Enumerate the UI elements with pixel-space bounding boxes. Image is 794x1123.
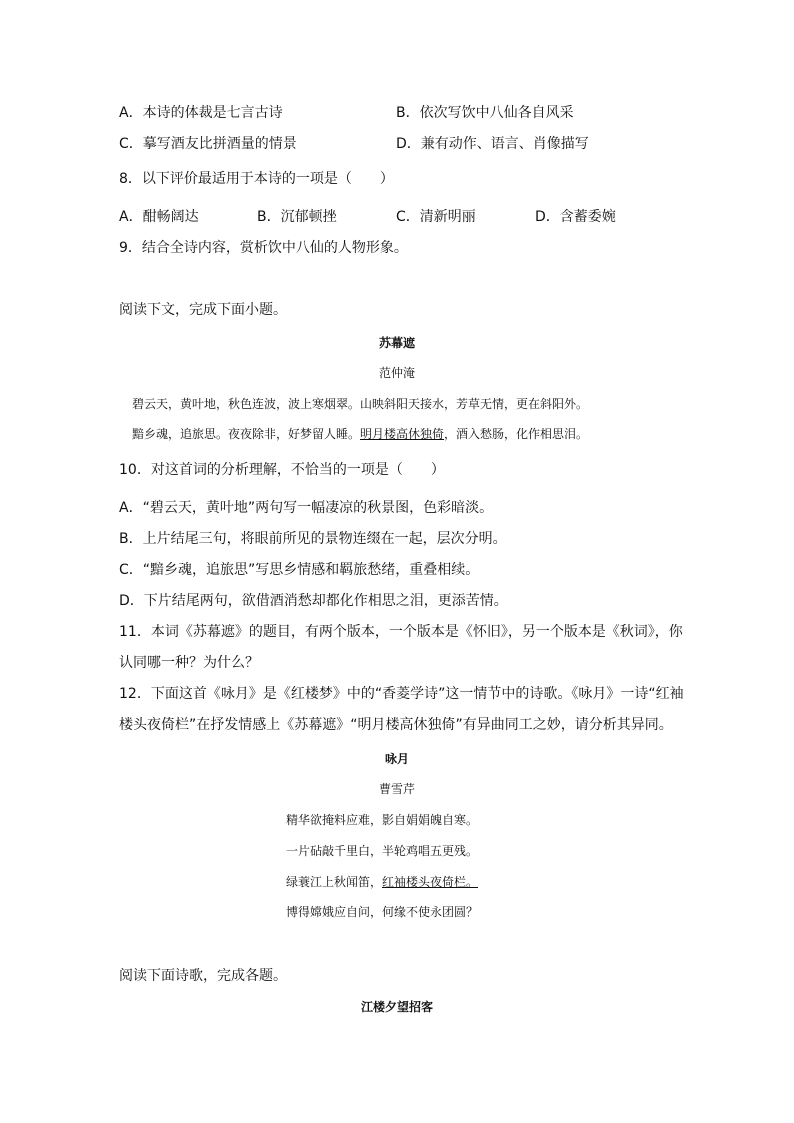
poem3-title: 江楼夕望招客 xyxy=(360,1000,433,1014)
poem2-title: 咏月 xyxy=(384,752,409,766)
q12-line1: 12．下面这首《咏月》是《红楼梦》中的“香菱学诗”这一情节中的诗歌。《咏月》一诗“红袖 xyxy=(119,686,684,702)
q12-line2: 楼头夜倚栏”在抒发情感上《苏幕遮》“明月楼高休独倚”有异曲同工之妙，请分析其异同。 xyxy=(119,717,673,733)
poem1-line2 xyxy=(132,425,588,443)
q10-option-a: A．“碧云天，黄叶地”两句写一幅凄凉的秋景图，色彩暗淡。 xyxy=(119,500,494,516)
q8-option-c: C．清新明丽 xyxy=(396,209,476,225)
reading-intro-1: 阅读下文，完成下面小题。 xyxy=(119,302,287,318)
poem2-line4: 博得嫦娥应自问，何缘不使永团圆？ xyxy=(286,905,479,919)
poem2-author: 曹雪芹 xyxy=(378,782,415,796)
poem1-author: 范仲淹 xyxy=(378,366,415,380)
q8-stem: 8．以下评价最适用于本诗的一项是（ ） xyxy=(119,171,394,187)
poem1-line2-b: ，酒入愁肠，化作相思泪。 xyxy=(444,427,589,441)
q10-option-c: C．“黯乡魂，追旅思”写思乡情感和羁旅愁绪，重叠相续。 xyxy=(119,562,480,578)
q8-option-b: B．沉郁顿挫 xyxy=(257,209,337,225)
q7-option-d: D．兼有动作、语言、肖像描写 xyxy=(396,136,589,152)
q8-option-a: A．酣畅阔达 xyxy=(119,209,199,225)
poem2-line3 xyxy=(286,873,478,891)
poem2-line2: 一片砧敲千里白，半轮鸡唱五更残。 xyxy=(286,844,479,858)
poem2-line3-underlined: 红袖楼头夜倚栏。 xyxy=(382,875,479,889)
reading-intro-2: 阅读下面诗歌，完成各题。 xyxy=(119,968,287,984)
q10-option-d: D．下片结尾两句，欲借酒消愁却都化作相思之泪，更添苦情。 xyxy=(119,593,508,609)
q9-stem: 9．结合全诗内容，赏析饮中八仙的人物形象。 xyxy=(119,240,408,256)
poem1-line2-underlined: 明月楼高休独倚 xyxy=(360,427,445,441)
q10-option-b: B．上片结尾三句，将眼前所见的景物连缀在一起，层次分明。 xyxy=(119,531,507,547)
q7-option-b: B．依次写饮中八仙各自风采 xyxy=(396,105,574,121)
poem1-line2-a: 黯乡魂，追旅思。夜夜除非，好梦留人睡。 xyxy=(132,427,361,441)
poem2-line1: 精华欲掩料应难，影自娟娟魄自寒。 xyxy=(286,813,479,827)
q11-line1: 11．本词《苏幕遮》的题目，有两个版本，一个版本是《怀旧》，另一个版本是《秋词》，你 xyxy=(119,624,683,640)
q10-stem: 10．对这首词的分析理解，不恰当的一项是（ ） xyxy=(119,462,445,478)
q7-option-a: A．本诗的体裁是七言古诗 xyxy=(119,105,283,121)
poem1-title: 苏幕遮 xyxy=(378,336,415,350)
poem2-line3-a: 绿蓑江上秋闻笛， xyxy=(286,875,383,889)
poem1-line1: 碧云天，黄叶地，秋色连波，波上寒烟翠。山映斜阳天接水，芳草无情，更在斜阳外。 xyxy=(132,397,589,411)
q8-option-d: D．含蓄委婉 xyxy=(535,209,616,225)
q7-option-c: C．摹写酒友比拼酒量的情景 xyxy=(119,136,297,152)
q11-line2: 认同哪一种？为什么？ xyxy=(119,655,259,671)
